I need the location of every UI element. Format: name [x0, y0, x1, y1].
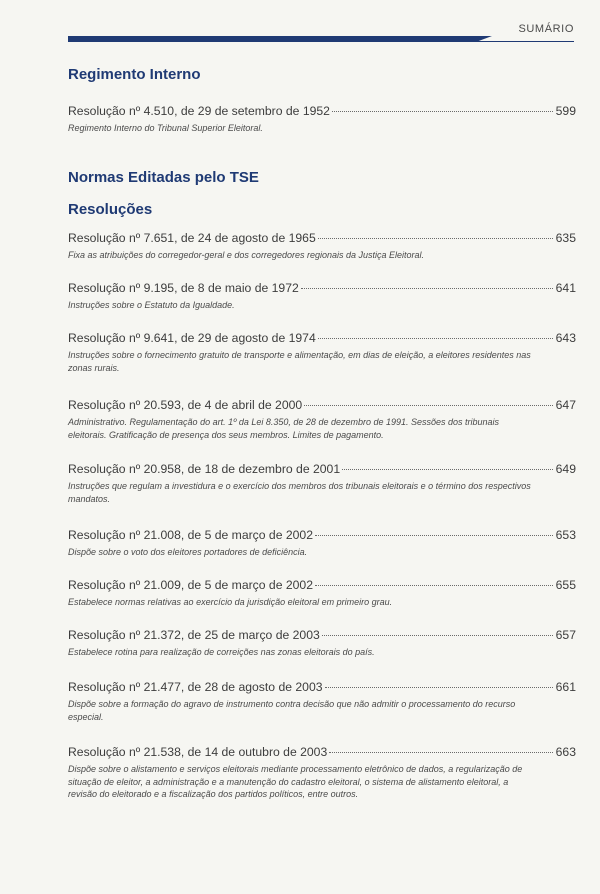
dot-leader — [315, 535, 553, 536]
dot-leader — [325, 687, 553, 688]
header-rule — [68, 36, 476, 42]
entry-title: Resolução nº 21.009, de 5 de março de 2002 — [68, 578, 313, 592]
dot-leader — [304, 405, 552, 406]
entry-description: Instruções sobre o fornecimento gratuito de transporte e alimentação, em dias de eleição, a eleitores residentes nas zonas rurais. — [68, 350, 531, 373]
entry-title: Resolução nº 9.195, de 8 de maio de 1972 — [68, 281, 299, 295]
section-heading-normas: Normas Editadas pelo TSE — [68, 169, 259, 186]
entry-description: Instruções que regulam a investidura e o exercício dos membros dos tribunais eleitorais e o término dos respectivos mandatos. — [68, 481, 531, 504]
entry-page-number: 661 — [555, 680, 576, 694]
toc-entry[interactable] — [68, 281, 576, 312]
entry-page-number: 657 — [555, 628, 576, 642]
dot-leader — [342, 469, 553, 470]
toc-entry[interactable] — [68, 680, 576, 723]
entry-title: Resolução nº 21.538, de 14 de outubro de 2003 — [68, 745, 328, 759]
dot-leader — [301, 288, 553, 289]
header-thin-rule — [476, 41, 574, 42]
toc-entry[interactable] — [68, 528, 576, 559]
entry-title: Resolução nº 21.008, de 5 de março de 2002 — [68, 528, 313, 542]
dot-leader — [329, 752, 552, 753]
entry-description: Instruções sobre o Estatuto da Igualdade. — [68, 300, 235, 310]
entry-page-number: 649 — [555, 462, 576, 476]
entry-page-number: 643 — [555, 331, 576, 345]
entry-description: Administrativo. Regulamentação do art. 1º da Lei 8.350, de 28 de dezembro de 1991. Sessões dos tribunais eleitorais. Gratificação de presença dos seus membros. Limites de pagamento. — [68, 417, 500, 440]
entry-title: Resolução nº 9.641, de 29 de agosto de 1974 — [68, 331, 316, 345]
dot-leader — [318, 338, 553, 339]
entry-page-number: 641 — [555, 281, 576, 295]
entry-title: Resolução nº 21.372, de 25 de março de 2003 — [68, 628, 320, 642]
entry-description: Dispõe sobre o voto dos eleitores portadores de deficiência. — [68, 547, 308, 557]
running-head: SUMÁRIO — [518, 23, 574, 35]
entry-page-number: 655 — [555, 578, 576, 592]
entry-page-number: 635 — [555, 231, 576, 245]
entry-description: Fixa as atribuições do corregedor-geral e dos corregedores regionais da Justiça Eleitoral. — [68, 250, 425, 260]
entry-description: Estabelece normas relativas ao exercício da jurisdição eleitoral em primeiro grau. — [68, 597, 393, 607]
toc-entry[interactable] — [68, 628, 576, 659]
toc-entry[interactable] — [68, 745, 576, 801]
entry-title: Resolução nº 7.651, de 24 de agosto de 1965 — [68, 231, 316, 245]
entry-page-number: 599 — [555, 104, 576, 118]
entry-page-number: 653 — [555, 528, 576, 542]
dot-leader — [322, 635, 553, 636]
section-heading-regimento: Regimento Interno — [68, 66, 201, 83]
entry-title: Resolução nº 20.593, de 4 de abril de 2000 — [68, 398, 303, 412]
section-heading-resolucoes: Resoluções — [68, 201, 153, 218]
toc-entry-regimento[interactable] — [68, 104, 576, 135]
entry-description: Dispõe sobre o alistamento e serviços eleitorais mediante processamento eletrônico de dados, a regularização de situação de eleitor, a administração e a manutenção do cadastro eleitoral, o sistema de alistamento eleitoral, a revisão do eleitorado e a fiscalização dos partidos políticos, entre outros. — [68, 764, 523, 799]
entry-description: Regimento Interno do Tribunal Superior Eleitoral. — [68, 123, 263, 133]
toc-entry[interactable] — [68, 331, 576, 374]
toc-entry[interactable] — [68, 231, 576, 262]
dot-leader — [318, 238, 553, 239]
toc-entry[interactable] — [68, 398, 576, 441]
dot-leader — [332, 111, 553, 112]
entry-page-number: 647 — [555, 398, 576, 412]
entry-title: Resolução nº 4.510, de 29 de setembro de 1952 — [68, 104, 330, 118]
toc-entry[interactable] — [68, 462, 576, 505]
dot-leader — [315, 585, 553, 586]
entry-page-number: 663 — [555, 745, 576, 759]
entry-title: Resolução nº 20.958, de 18 de dezembro de 2001 — [68, 462, 341, 476]
toc-entry[interactable] — [68, 578, 576, 609]
entry-title: Resolução nº 21.477, de 28 de agosto de 2003 — [68, 680, 323, 694]
entry-description: Estabelece rotina para realização de correições nas zonas eleitorais do país. — [68, 647, 375, 657]
entry-description: Dispõe sobre a formação do agravo de instrumento contra decisão que não admitir o processamento do recurso especial. — [68, 699, 516, 722]
